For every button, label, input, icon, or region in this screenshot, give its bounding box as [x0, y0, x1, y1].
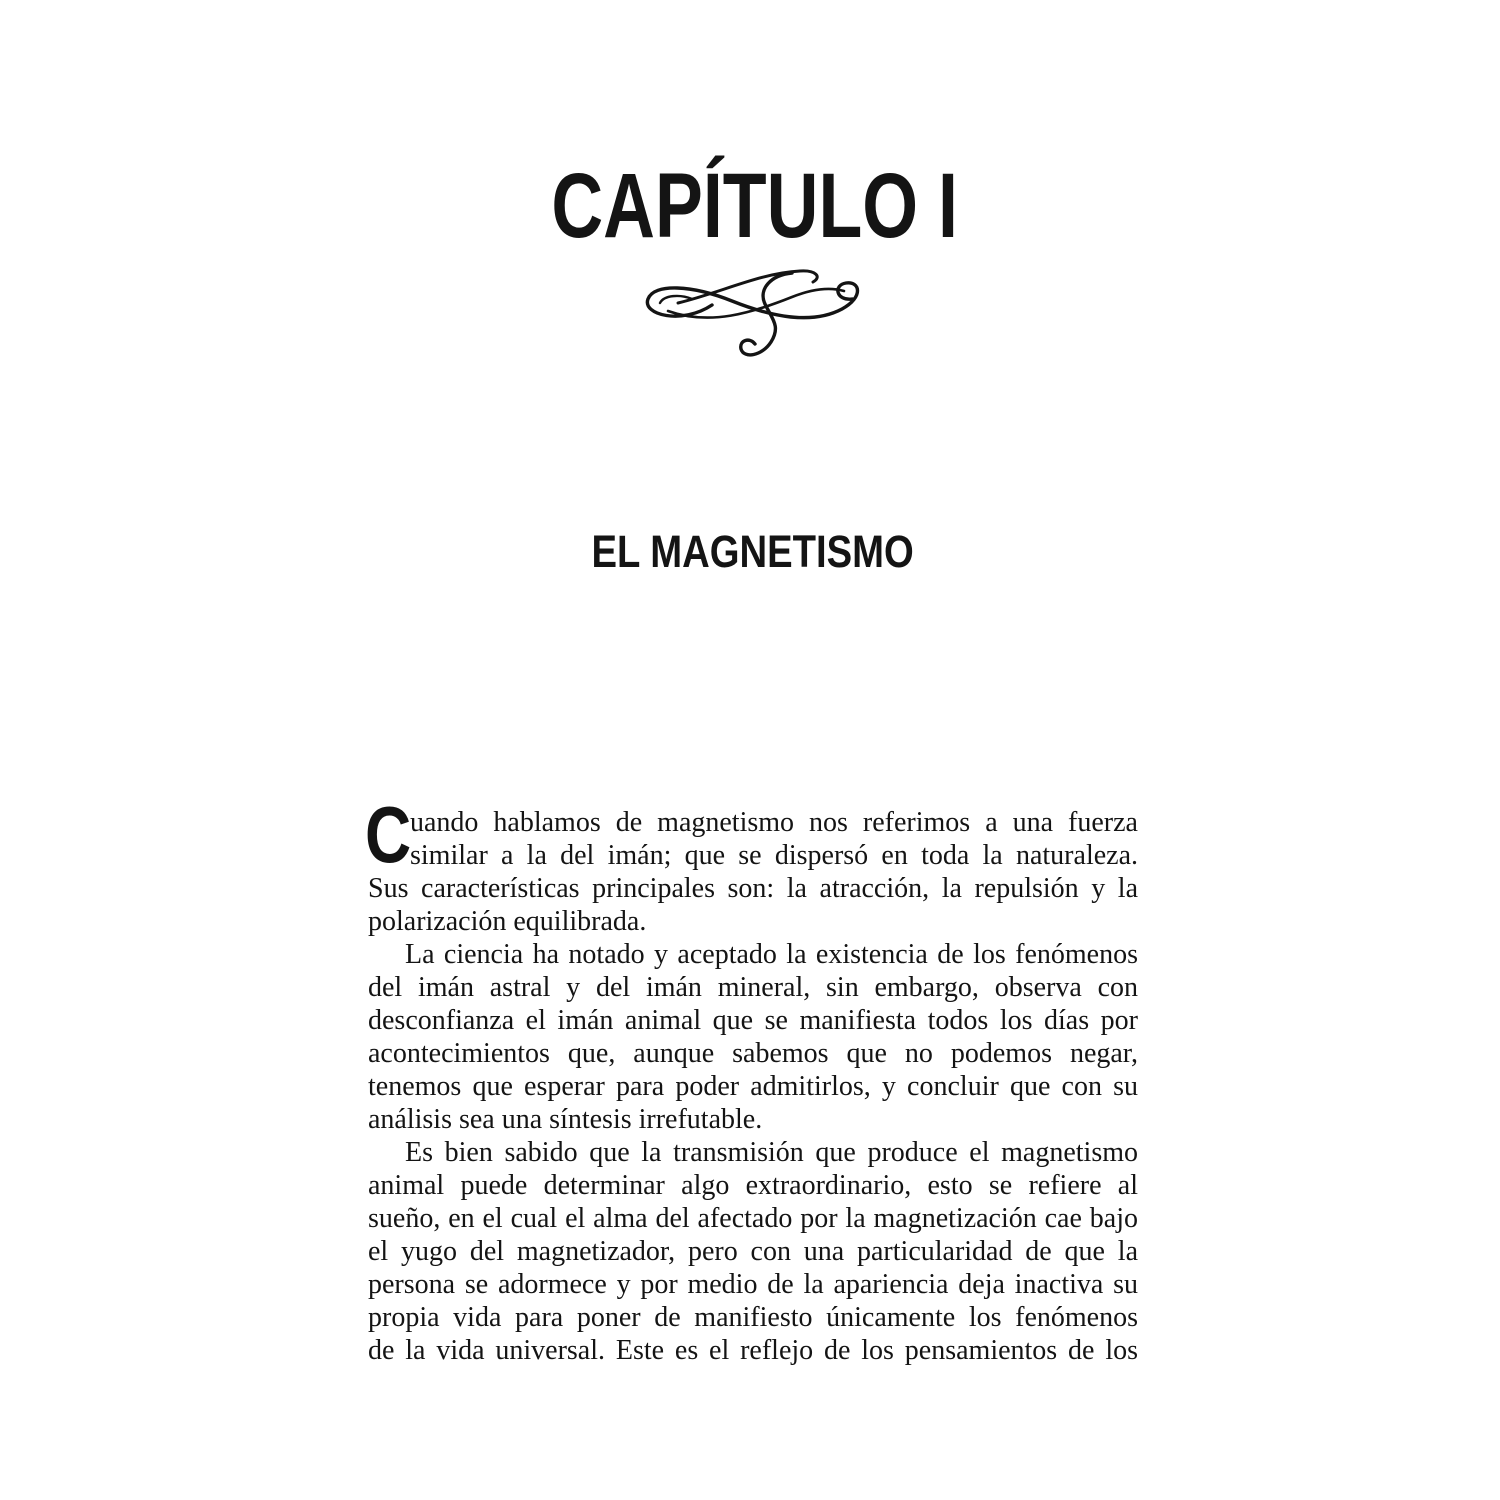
text-line: uando hablamos de magnetismo nos referimos a una fuerza	[410, 807, 1138, 838]
text-line: propia vida para poner de manifiesto únicamente los fenómenos	[368, 1302, 1138, 1333]
text-line: desconfianza el imán animal que se manifiesta todos los días por	[368, 1005, 1138, 1036]
text-line: La ciencia ha notado y aceptado la existencia de los fenómenos	[405, 939, 1138, 970]
text-line: Es bien sabido que la transmisión que produce el magnetismo	[405, 1137, 1138, 1168]
section-title: EL MAGNETISMO	[591, 526, 915, 577]
paragraph	[368, 1136, 1138, 1367]
body-text	[365, 790, 1138, 1367]
text-line: sueño, en el cual el alma del afectado por la magnetización cae bajo	[368, 1203, 1138, 1234]
text-line: de la vida universal. Este es el reflejo de los pensamientos de los	[368, 1335, 1138, 1366]
text-line: polarización equilibrada.	[368, 906, 647, 937]
drop-cap: C	[365, 790, 412, 879]
flourish-icon	[640, 263, 872, 365]
chapter-title: CAPÍTULO I	[551, 155, 959, 257]
text-line: Sus características principales son: la atracción, la repulsión y la	[368, 873, 1138, 904]
text-line: persona se adormece y por medio de la apariencia deja inactiva su	[368, 1269, 1138, 1300]
section-heading	[453, 526, 1053, 577]
text-line: animal puede determinar algo extraordinario, esto se refiere al	[368, 1170, 1138, 1201]
chapter-heading	[455, 155, 1055, 257]
paragraph	[368, 938, 1138, 1136]
text-line: tenemos que esperar para poder admitirlos, y concluir que con su	[368, 1071, 1138, 1102]
text-line: similar a la del imán; que se dispersó en toda la naturaleza.	[410, 840, 1138, 871]
text-line: el yugo del magnetizador, pero con una particularidad de que la	[368, 1236, 1138, 1267]
text-line: del imán astral y del imán mineral, sin embargo, observa con	[368, 972, 1138, 1003]
text-line: acontecimientos que, aunque sabemos que no podemos negar,	[368, 1038, 1138, 1069]
paragraph	[368, 806, 1138, 938]
text-line: análisis sea una síntesis irrefutable.	[368, 1104, 763, 1135]
